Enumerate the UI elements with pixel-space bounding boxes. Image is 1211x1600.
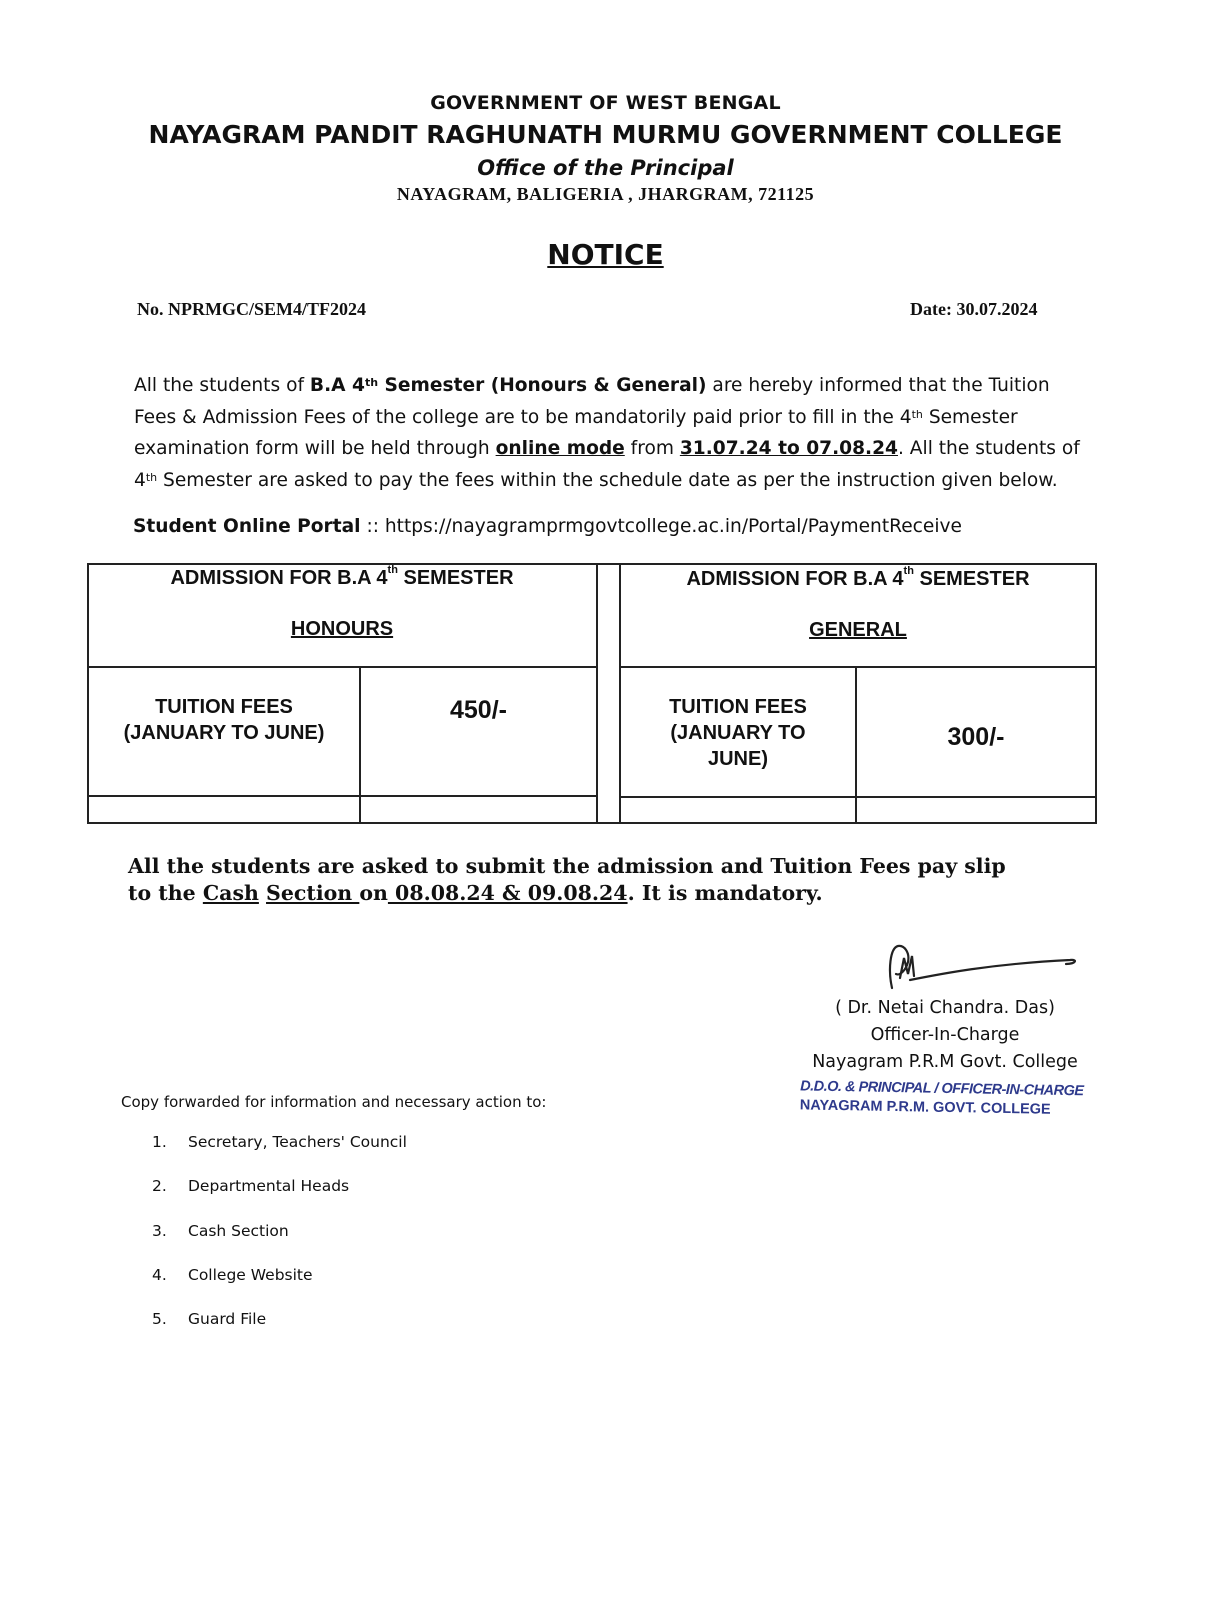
list-item: 4. College Website [152, 1265, 313, 1284]
list-item: 2. Departmental Heads [152, 1177, 350, 1196]
portal-label: Student Online Portal [133, 516, 361, 537]
copy-forward-intro: Copy forwarded for information and necessary action to: [121, 1093, 547, 1111]
general-stream: GENERAL [809, 619, 907, 641]
list-item: 3. Cash Section [152, 1221, 289, 1240]
notice-title: NOTICE [547, 238, 664, 271]
closing-instruction: All the students are asked to submit the admission and Tuition Fees pay slip to the Cash Section on 08.08.24 & 09.08.24. It is mandatory. [128, 854, 1006, 905]
office-line: Office of the Principal [477, 156, 734, 180]
government-heading: GOVERNMENT OF WEST BENGAL [430, 92, 781, 114]
fees-table [87, 563, 1097, 824]
honours-fee-label: TUITION FEES (JANUARY TO JUNE) [123, 696, 325, 744]
signature-mark [880, 940, 1080, 1000]
list-item: 1. Secretary, Teachers' Council [152, 1133, 407, 1151]
college-name: NAYAGRAM PANDIT RAGHUNATH MURMU GOVERNMENT COLLEGE [148, 120, 1063, 149]
general-heading: ADMISSION FOR B.A 4th SEMESTER [686, 565, 1030, 590]
portal-url[interactable]: https://nayagramprmgovtcollege.ac.in/Portal/PaymentReceive [384, 516, 962, 537]
portal-line: Student Online Portal :: https://nayagramprmgovtcollege.ac.in/Portal/PaymentReceive [133, 516, 962, 537]
general-fee-amount: 300/- [947, 723, 1005, 751]
signatory-institution: Nayagram P.R.M Govt. College [812, 1052, 1078, 1072]
notice-date: Date: 30.07.2024 [910, 299, 1038, 319]
list-item: 5. Guard File [152, 1310, 267, 1329]
general-fee-label: TUITION FEES (JANUARY TO JUNE) [669, 696, 807, 770]
honours-heading: ADMISSION FOR B.A 4th SEMESTER [170, 564, 514, 589]
office-stamp: D.D.O. & PRINCIPAL / OFFICER-IN-CHARGE NAYAGRAM P.R.M. GOVT. COLLEGE [799, 1078, 1084, 1118]
date-range: 31.07.24 to 07.08.24 [679, 438, 898, 459]
notice-body: All the students of B.A 4th Semester (Honours & General) are hereby informed that the Tuition Fees & Admission Fees of the college are to be mandatorily paid prior to fill in the 4th Semester examination form will be held through online mode from 31.07.24 to 07.08.24. All the students of 4th Semester are asked to pay the fees within the schedule date as per the instruction given below. [134, 375, 1080, 491]
honours-stream: HONOURS [290, 618, 394, 640]
signatory-name: ( Dr. Netai Chandra. Das) [835, 998, 1055, 1018]
honours-fee-amount: 450/- [450, 696, 507, 724]
college-address: NAYAGRAM, BALIGERIA , JHARGRAM, 721125 [396, 184, 815, 204]
signatory-designation: Officer-In-Charge [870, 1025, 1020, 1045]
signatory-block [810, 995, 1080, 1076]
reference-number: No. NPRMGC/SEM4/TF2024 [137, 299, 366, 319]
online-mode-text: online mode [495, 438, 625, 459]
copy-forward-list [152, 1133, 407, 1354]
